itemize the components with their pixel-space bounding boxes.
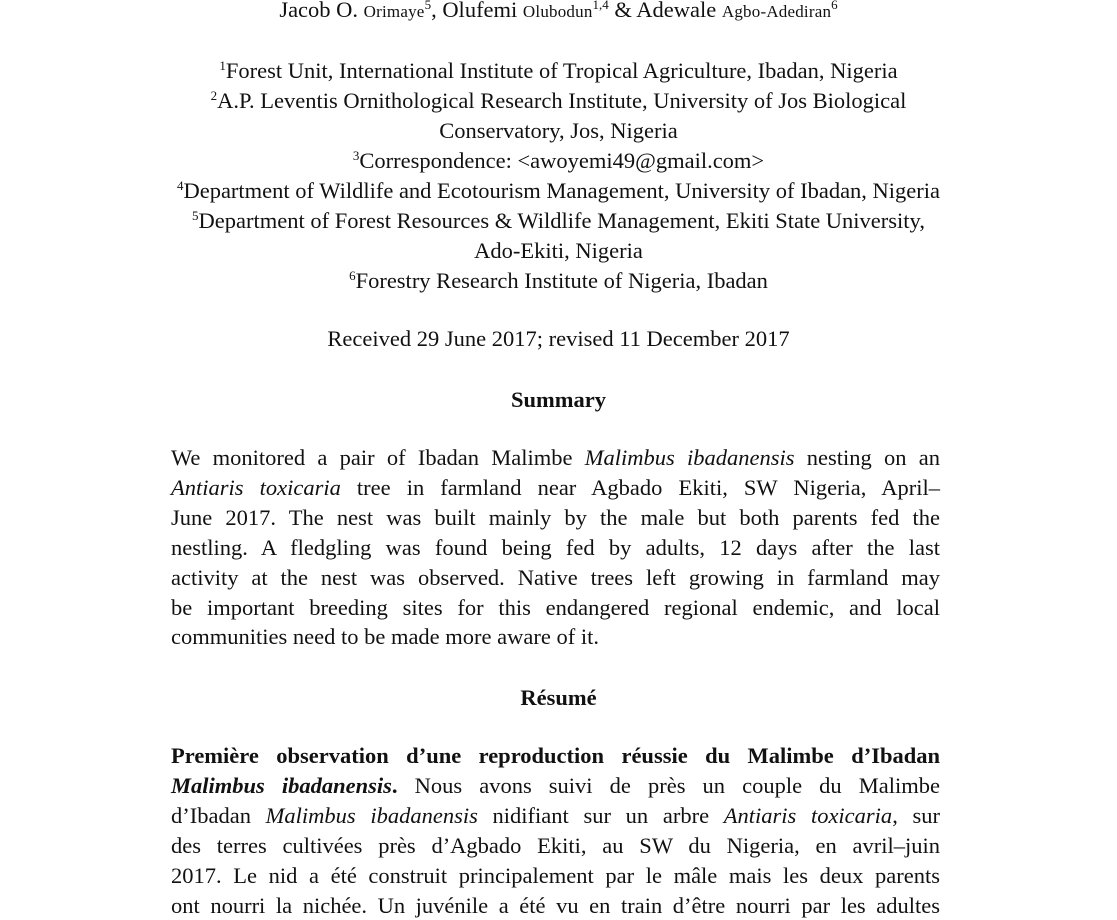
received-dates: Received 29 June 2017; revised 11 December 2017 (327, 326, 790, 351)
species-name: Malimbus ibadanensis (171, 772, 392, 798)
paragraph-text: nesting on an (794, 445, 940, 470)
species-name: Malimbus ibadanensis (584, 445, 795, 470)
paragraph-text: be important breeding sites for this endangered regional endemic, and local (171, 594, 940, 620)
summary-text-line (171, 533, 940, 563)
species-name: Malimbus ibadanensis (265, 802, 478, 828)
paragraph-text: nidifiant sur un arbre (477, 802, 724, 828)
affiliation-text: Forestry Research Institute of Nigeria, Ibadan (355, 268, 768, 293)
author-3-affil-marker: 6 (831, 0, 838, 12)
author-separator-2: & Adewale (608, 0, 722, 22)
affiliation-text: Department of Wildlife and Ecotourism Management, University of Ibadan, Nigeria (183, 178, 941, 203)
paragraph-text: des terres cultivées près d’Agbado Ekiti, au SW du Nigeria, en avril–juin (171, 832, 940, 858)
summary-paragraph (171, 443, 940, 652)
affiliation-line (0, 176, 1117, 206)
resume-text-line (171, 861, 940, 891)
author-separator-1: , Olufemi (431, 0, 523, 22)
affiliation-marker: 6 (349, 268, 356, 283)
affiliation-line (0, 266, 1117, 296)
affiliation-text: Forest Unit, International Institute of Tropical Agriculture, Ibadan, Nigeria (225, 58, 898, 83)
affiliation-marker: 3 (352, 148, 360, 163)
paragraph-text: activity at the nest was observed. Native trees left growing in farmland may (171, 564, 940, 590)
species-name: Antiaris toxicaria (723, 802, 893, 828)
species-name: Antiaris toxicaria (171, 474, 341, 500)
summary-heading: Summary (511, 387, 606, 412)
paragraph-text: , sur (892, 802, 940, 828)
summary-text-line (171, 443, 940, 473)
author-2-affil-marker: 1,4 (592, 0, 609, 12)
paragraph-text: communities need to be made more aware of it. (171, 624, 599, 650)
paragraph-text: tree in farmland near Agbado Ekiti, SW Nigeria, April– (340, 474, 940, 500)
summary-text-line (171, 593, 940, 623)
affiliation-line (0, 116, 1117, 146)
summary-text-line (171, 563, 940, 593)
affiliation-line (0, 146, 1117, 176)
resume-heading: Résumé (520, 685, 597, 710)
resume-text-line (171, 831, 940, 861)
author-2-surname: Olubodun (522, 2, 593, 21)
paragraph-text: June 2017. The nest was built mainly by the male but both parents fed the (171, 504, 940, 530)
affiliation-text: A.P. Leventis Ornithological Research Institute, University of Jos Biological (217, 88, 907, 113)
paragraph-text: Nous avons suivi de près un couple du Malimbe (397, 772, 941, 798)
summary-text-line (171, 473, 940, 503)
author-line (0, 0, 1117, 27)
paragraph-text: d’Ibadan (171, 802, 266, 828)
resume-text-line (171, 891, 940, 920)
paragraph-text: . (391, 772, 398, 798)
affiliation-line (0, 206, 1117, 236)
paragraph-text: nestling. A fledgling was found being fed by adults, 12 days after the last (171, 534, 940, 560)
affiliation-line (0, 86, 1117, 116)
affiliation-marker: 2 (210, 88, 218, 103)
affiliation-line (0, 56, 1117, 86)
author-3-surname: Agbo-Adediran (721, 2, 832, 21)
summary-text-line (171, 622, 940, 652)
resume-paragraph (171, 741, 940, 920)
affiliation-text: Department of Forest Resources & Wildlife Management, Ekiti State University, (198, 208, 925, 233)
paragraph-text: ont nourri la nichée. Un juvénile a été vu en train d’être nourri par les adultes (171, 892, 940, 918)
resume-text-line (171, 741, 940, 771)
author-1-affil-marker: 5 (424, 0, 432, 12)
affiliation-marker: 4 (176, 178, 184, 193)
paragraph-text: We monitored a pair of Ibadan Malimbe (171, 445, 585, 470)
resume-text-line (171, 771, 940, 801)
affiliation-text: Ado-Ekiti, Nigeria (474, 238, 643, 263)
affiliation-marker: 1 (219, 58, 226, 73)
affiliation-text: Correspondence: <awoyemi49@gmail.com> (359, 148, 765, 173)
paragraph-text: 2017. Le nid a été construit principalement par le mâle mais les deux parents (171, 862, 940, 888)
affiliations-block (0, 56, 1117, 296)
paragraph-text: Première observation d’une reproduction réussie du Malimbe d’Ibadan (171, 743, 940, 768)
resume-text-line (171, 801, 940, 831)
summary-text-line (171, 503, 940, 533)
affiliation-text: Conservatory, Jos, Nigeria (439, 118, 678, 143)
author-1-first: Jacob O. (279, 0, 364, 22)
affiliation-line (0, 236, 1117, 266)
affiliation-marker: 5 (192, 208, 199, 223)
author-1-surname: Orimaye (363, 2, 425, 21)
